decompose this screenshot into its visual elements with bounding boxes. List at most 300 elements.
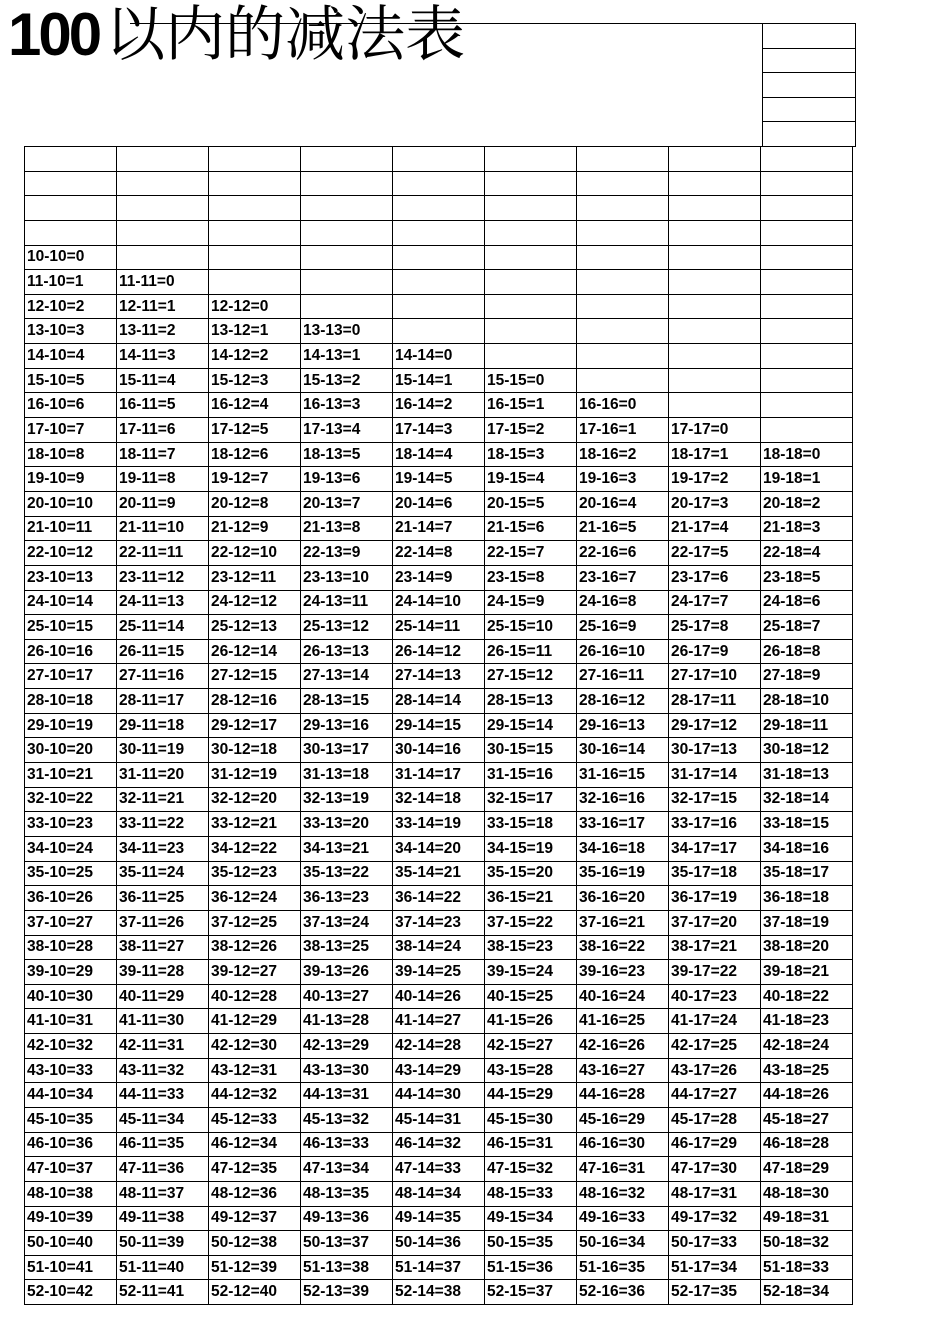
equation-cell: 15-13=2: [301, 368, 393, 393]
table-row: [25, 1255, 853, 1280]
table-row: [25, 1206, 853, 1231]
table-row: [25, 467, 853, 492]
table-row: [25, 418, 853, 443]
equation-cell: 48-18=30: [761, 1181, 853, 1206]
equation-cell: 47-16=31: [577, 1157, 669, 1182]
equation-cell: 47-13=34: [301, 1157, 393, 1182]
equation-cell: 36-12=24: [209, 886, 301, 911]
equation-cell: 50-11=39: [117, 1231, 209, 1256]
table-cell-empty: [209, 171, 301, 196]
table-cell-empty: [669, 171, 761, 196]
table-row: [25, 639, 853, 664]
equation-cell: 30-14=16: [393, 738, 485, 763]
equation-cell: 45-15=30: [485, 1107, 577, 1132]
equation-cell: 30-12=18: [209, 738, 301, 763]
table-cell-empty: [393, 147, 485, 172]
table-row: [25, 738, 853, 763]
equation-cell: 44-18=26: [761, 1083, 853, 1108]
equation-cell: 18-10=8: [25, 442, 117, 467]
table-cell-empty: [117, 147, 209, 172]
equation-cell: 13-11=2: [117, 319, 209, 344]
table-row: [25, 1058, 853, 1083]
side-box-row: [763, 49, 855, 74]
equation-cell: 52-10=42: [25, 1280, 117, 1305]
equation-cell: 26-18=8: [761, 639, 853, 664]
equation-cell: 17-15=2: [485, 418, 577, 443]
equation-cell: 45-14=31: [393, 1107, 485, 1132]
equation-cell: 50-18=32: [761, 1231, 853, 1256]
equation-cell: 49-16=33: [577, 1206, 669, 1231]
equation-cell: 26-15=11: [485, 639, 577, 664]
equation-cell: 40-17=23: [669, 984, 761, 1009]
equation-cell: 19-11=8: [117, 467, 209, 492]
table-cell-empty: [577, 245, 669, 270]
equation-cell: 46-11=35: [117, 1132, 209, 1157]
equation-cell: 33-12=21: [209, 812, 301, 837]
table-row: [25, 763, 853, 788]
equation-cell: 22-12=10: [209, 541, 301, 566]
equation-cell: 47-17=30: [669, 1157, 761, 1182]
equation-cell: 31-11=20: [117, 763, 209, 788]
table-cell-empty: [577, 294, 669, 319]
equation-cell: 29-12=17: [209, 713, 301, 738]
equation-cell: 41-13=28: [301, 1009, 393, 1034]
equation-cell: 36-10=26: [25, 886, 117, 911]
equation-cell: 50-10=40: [25, 1231, 117, 1256]
equation-cell: 22-16=6: [577, 541, 669, 566]
equation-cell: 36-11=25: [117, 886, 209, 911]
table-row: [25, 1280, 853, 1305]
equation-cell: 35-14=21: [393, 861, 485, 886]
page-title: [8, 2, 465, 68]
equation-cell: 21-12=9: [209, 516, 301, 541]
equation-cell: 30-15=15: [485, 738, 577, 763]
equation-cell: 49-14=35: [393, 1206, 485, 1231]
side-box: [762, 23, 856, 147]
equation-cell: 39-17=22: [669, 960, 761, 985]
equation-cell: 38-14=24: [393, 935, 485, 960]
equation-cell: 26-17=9: [669, 639, 761, 664]
equation-cell: 21-17=4: [669, 516, 761, 541]
table-row: [25, 935, 853, 960]
equation-cell: 29-10=19: [25, 713, 117, 738]
equation-cell: 21-11=10: [117, 516, 209, 541]
equation-cell: 46-10=36: [25, 1132, 117, 1157]
equation-cell: 29-11=18: [117, 713, 209, 738]
equation-cell: 27-11=16: [117, 664, 209, 689]
table-cell-empty: [761, 220, 853, 245]
equation-cell: 24-12=12: [209, 590, 301, 615]
equation-cell: 50-12=38: [209, 1231, 301, 1256]
equation-cell: 39-13=26: [301, 960, 393, 985]
equation-cell: 49-13=36: [301, 1206, 393, 1231]
equation-cell: 17-14=3: [393, 418, 485, 443]
equation-cell: 48-12=36: [209, 1181, 301, 1206]
equation-cell: 25-16=9: [577, 615, 669, 640]
equation-cell: 51-15=36: [485, 1255, 577, 1280]
table-cell-empty: [761, 368, 853, 393]
table-cell-empty: [25, 220, 117, 245]
equation-cell: 20-18=2: [761, 491, 853, 516]
equation-cell: 16-13=3: [301, 393, 393, 418]
table-row: [25, 836, 853, 861]
table-row: [25, 861, 853, 886]
equation-cell: 34-15=19: [485, 836, 577, 861]
equation-cell: 40-14=26: [393, 984, 485, 1009]
equation-cell: 14-12=2: [209, 344, 301, 369]
equation-cell: 28-12=16: [209, 689, 301, 714]
equation-cell: 22-15=7: [485, 541, 577, 566]
equation-cell: 10-10=0: [25, 245, 117, 270]
table-row-blank: [25, 171, 853, 196]
subtraction-table: [24, 146, 853, 1305]
equation-cell: 33-18=15: [761, 812, 853, 837]
equation-cell: 33-11=22: [117, 812, 209, 837]
equation-cell: 49-12=37: [209, 1206, 301, 1231]
table-row: [25, 565, 853, 590]
equation-cell: 38-17=21: [669, 935, 761, 960]
equation-cell: 16-11=5: [117, 393, 209, 418]
table-cell-empty: [669, 294, 761, 319]
equation-cell: 37-13=24: [301, 910, 393, 935]
table-cell-empty: [577, 319, 669, 344]
table-cell-empty: [577, 171, 669, 196]
table-cell-empty: [669, 245, 761, 270]
table-cell-empty: [577, 220, 669, 245]
table-cell-empty: [209, 245, 301, 270]
equation-cell: 16-10=6: [25, 393, 117, 418]
equation-cell: 16-12=4: [209, 393, 301, 418]
side-box-row: [763, 98, 855, 123]
table-row: [25, 319, 853, 344]
equation-cell: 39-18=21: [761, 960, 853, 985]
equation-cell: 42-10=32: [25, 1034, 117, 1059]
equation-cell: 28-13=15: [301, 689, 393, 714]
table-row-blank: [25, 147, 853, 172]
equation-cell: 38-11=27: [117, 935, 209, 960]
equation-cell: 19-16=3: [577, 467, 669, 492]
equation-cell: 18-18=0: [761, 442, 853, 467]
equation-cell: 34-13=21: [301, 836, 393, 861]
equation-cell: 27-14=13: [393, 664, 485, 689]
table-cell-empty: [209, 270, 301, 295]
equation-cell: 46-12=34: [209, 1132, 301, 1157]
equation-cell: 40-10=30: [25, 984, 117, 1009]
table-row: [25, 541, 853, 566]
table-cell-empty: [577, 270, 669, 295]
equation-cell: 31-18=13: [761, 763, 853, 788]
table-row: [25, 615, 853, 640]
table-row: [25, 689, 853, 714]
equation-cell: 34-11=23: [117, 836, 209, 861]
table-row: [25, 1107, 853, 1132]
table-cell-empty: [301, 147, 393, 172]
table-row-blank: [25, 196, 853, 221]
equation-cell: 41-12=29: [209, 1009, 301, 1034]
equation-cell: 25-10=15: [25, 615, 117, 640]
table-row: [25, 491, 853, 516]
table-row: [25, 393, 853, 418]
table-row: [25, 1231, 853, 1256]
equation-cell: 48-11=37: [117, 1181, 209, 1206]
equation-cell: 33-16=17: [577, 812, 669, 837]
equation-cell: 33-15=18: [485, 812, 577, 837]
equation-cell: 32-12=20: [209, 787, 301, 812]
equation-cell: 52-11=41: [117, 1280, 209, 1305]
equation-cell: 30-17=13: [669, 738, 761, 763]
equation-cell: 16-16=0: [577, 393, 669, 418]
equation-cell: 28-16=12: [577, 689, 669, 714]
equation-cell: 24-17=7: [669, 590, 761, 615]
equation-cell: 44-13=31: [301, 1083, 393, 1108]
equation-cell: 17-17=0: [669, 418, 761, 443]
equation-cell: 44-15=29: [485, 1083, 577, 1108]
equation-cell: 20-17=3: [669, 491, 761, 516]
equation-cell: 46-15=31: [485, 1132, 577, 1157]
table-row: [25, 1157, 853, 1182]
table-cell-empty: [577, 368, 669, 393]
equation-cell: 46-14=32: [393, 1132, 485, 1157]
equation-cell: 50-13=37: [301, 1231, 393, 1256]
equation-cell: 29-17=12: [669, 713, 761, 738]
equation-cell: 29-16=13: [577, 713, 669, 738]
table-cell-empty: [669, 344, 761, 369]
equation-cell: 21-16=5: [577, 516, 669, 541]
equation-cell: 24-13=11: [301, 590, 393, 615]
table-cell-empty: [485, 196, 577, 221]
equation-cell: 31-15=16: [485, 763, 577, 788]
equation-cell: 27-17=10: [669, 664, 761, 689]
equation-cell: 49-11=38: [117, 1206, 209, 1231]
equation-cell: 48-16=32: [577, 1181, 669, 1206]
table-cell-empty: [485, 220, 577, 245]
table-row: [25, 516, 853, 541]
table-row: [25, 442, 853, 467]
table-row: [25, 984, 853, 1009]
equation-cell: 21-13=8: [301, 516, 393, 541]
equation-cell: 38-13=25: [301, 935, 393, 960]
table-cell-empty: [669, 368, 761, 393]
equation-cell: 17-13=4: [301, 418, 393, 443]
equation-cell: 31-13=18: [301, 763, 393, 788]
equation-cell: 22-11=11: [117, 541, 209, 566]
table-cell-empty: [761, 294, 853, 319]
equation-cell: 24-15=9: [485, 590, 577, 615]
equation-cell: 34-10=24: [25, 836, 117, 861]
table-cell-empty: [761, 319, 853, 344]
equation-cell: 39-12=27: [209, 960, 301, 985]
equation-cell: 31-17=14: [669, 763, 761, 788]
equation-cell: 42-11=31: [117, 1034, 209, 1059]
table-row: [25, 886, 853, 911]
equation-cell: 45-18=27: [761, 1107, 853, 1132]
table-cell-empty: [393, 319, 485, 344]
equation-cell: 25-17=8: [669, 615, 761, 640]
equation-cell: 51-12=39: [209, 1255, 301, 1280]
equation-cell: 23-15=8: [485, 565, 577, 590]
equation-cell: 12-12=0: [209, 294, 301, 319]
equation-cell: 47-10=37: [25, 1157, 117, 1182]
equation-cell: 14-11=3: [117, 344, 209, 369]
equation-cell: 49-10=39: [25, 1206, 117, 1231]
equation-cell: 30-16=14: [577, 738, 669, 763]
equation-cell: 34-14=20: [393, 836, 485, 861]
equation-cell: 17-12=5: [209, 418, 301, 443]
equation-cell: 51-14=37: [393, 1255, 485, 1280]
equation-cell: 18-15=3: [485, 442, 577, 467]
table-cell-empty: [485, 319, 577, 344]
equation-cell: 36-16=20: [577, 886, 669, 911]
equation-cell: 42-12=30: [209, 1034, 301, 1059]
equation-cell: 47-15=32: [485, 1157, 577, 1182]
equation-cell: 45-16=29: [577, 1107, 669, 1132]
table-cell-empty: [761, 171, 853, 196]
table-cell-empty: [669, 147, 761, 172]
equation-cell: 37-14=23: [393, 910, 485, 935]
equation-cell: 37-15=22: [485, 910, 577, 935]
equation-cell: 33-17=16: [669, 812, 761, 837]
equation-cell: 18-16=2: [577, 442, 669, 467]
table-row: [25, 960, 853, 985]
equation-cell: 23-16=7: [577, 565, 669, 590]
equation-cell: 24-16=8: [577, 590, 669, 615]
table-row: [25, 1083, 853, 1108]
equation-cell: 25-14=11: [393, 615, 485, 640]
equation-cell: 42-14=28: [393, 1034, 485, 1059]
equation-cell: 15-11=4: [117, 368, 209, 393]
equation-cell: 30-13=17: [301, 738, 393, 763]
equation-cell: 20-15=5: [485, 491, 577, 516]
table-cell-empty: [485, 270, 577, 295]
table-row: [25, 664, 853, 689]
equation-cell: 20-11=9: [117, 491, 209, 516]
equation-cell: 23-18=5: [761, 565, 853, 590]
equation-cell: 40-13=27: [301, 984, 393, 1009]
table-row: [25, 245, 853, 270]
table-row: [25, 1034, 853, 1059]
table-row: [25, 812, 853, 837]
equation-cell: 32-17=15: [669, 787, 761, 812]
equation-cell: 50-17=33: [669, 1231, 761, 1256]
equation-cell: 30-11=19: [117, 738, 209, 763]
equation-cell: 35-10=25: [25, 861, 117, 886]
table-cell-empty: [761, 270, 853, 295]
equation-cell: 46-16=30: [577, 1132, 669, 1157]
equation-cell: 50-14=36: [393, 1231, 485, 1256]
table-row: [25, 368, 853, 393]
subtraction-table-body: [25, 147, 853, 1305]
equation-cell: 52-18=34: [761, 1280, 853, 1305]
equation-cell: 39-11=28: [117, 960, 209, 985]
equation-cell: 11-10=1: [25, 270, 117, 295]
equation-cell: 38-15=23: [485, 935, 577, 960]
table-cell-empty: [669, 319, 761, 344]
table-cell-empty: [485, 344, 577, 369]
equation-cell: 36-18=18: [761, 886, 853, 911]
equation-cell: 21-18=3: [761, 516, 853, 541]
table-cell-empty: [393, 245, 485, 270]
table-row: [25, 787, 853, 812]
equation-cell: 23-14=9: [393, 565, 485, 590]
equation-cell: 44-10=34: [25, 1083, 117, 1108]
table-row: [25, 1009, 853, 1034]
equation-cell: 43-13=30: [301, 1058, 393, 1083]
equation-cell: 22-10=12: [25, 541, 117, 566]
equation-cell: 29-15=14: [485, 713, 577, 738]
equation-cell: 20-14=6: [393, 491, 485, 516]
table-cell-empty: [577, 344, 669, 369]
table-cell-empty: [393, 171, 485, 196]
equation-cell: 33-10=23: [25, 812, 117, 837]
equation-cell: 35-11=24: [117, 861, 209, 886]
table-cell-empty: [393, 196, 485, 221]
equation-cell: 48-10=38: [25, 1181, 117, 1206]
equation-cell: 37-12=25: [209, 910, 301, 935]
equation-cell: 32-18=14: [761, 787, 853, 812]
equation-cell: 30-18=12: [761, 738, 853, 763]
table-cell-empty: [761, 418, 853, 443]
table-cell-empty: [117, 196, 209, 221]
equation-cell: 51-10=41: [25, 1255, 117, 1280]
table-cell-empty: [209, 147, 301, 172]
equation-cell: 34-18=16: [761, 836, 853, 861]
table-cell-empty: [301, 171, 393, 196]
equation-cell: 44-12=32: [209, 1083, 301, 1108]
equation-cell: 37-10=27: [25, 910, 117, 935]
table-cell-empty: [25, 147, 117, 172]
equation-cell: 35-12=23: [209, 861, 301, 886]
table-cell-empty: [209, 220, 301, 245]
table-cell-empty: [117, 245, 209, 270]
equation-cell: 47-14=33: [393, 1157, 485, 1182]
equation-cell: 52-16=36: [577, 1280, 669, 1305]
equation-cell: 35-17=18: [669, 861, 761, 886]
equation-cell: 49-17=32: [669, 1206, 761, 1231]
equation-cell: 25-12=13: [209, 615, 301, 640]
table-cell-empty: [301, 196, 393, 221]
equation-cell: 35-16=19: [577, 861, 669, 886]
table-cell-empty: [669, 270, 761, 295]
equation-cell: 16-14=2: [393, 393, 485, 418]
equation-cell: 21-10=11: [25, 516, 117, 541]
table-row: [25, 1181, 853, 1206]
equation-cell: 35-18=17: [761, 861, 853, 886]
equation-cell: 42-18=24: [761, 1034, 853, 1059]
table-row: [25, 270, 853, 295]
equation-cell: 42-13=29: [301, 1034, 393, 1059]
equation-cell: 28-10=18: [25, 689, 117, 714]
equation-cell: 22-18=4: [761, 541, 853, 566]
equation-cell: 51-13=38: [301, 1255, 393, 1280]
equation-cell: 32-11=21: [117, 787, 209, 812]
equation-cell: 15-12=3: [209, 368, 301, 393]
table-cell-empty: [301, 294, 393, 319]
equation-cell: 50-16=34: [577, 1231, 669, 1256]
equation-cell: 35-13=22: [301, 861, 393, 886]
table-row-blank: [25, 220, 853, 245]
equation-cell: 41-17=24: [669, 1009, 761, 1034]
equation-cell: 25-11=14: [117, 615, 209, 640]
equation-cell: 27-18=9: [761, 664, 853, 689]
side-box-row: [763, 73, 855, 98]
table-row: [25, 1132, 853, 1157]
equation-cell: 43-18=25: [761, 1058, 853, 1083]
equation-cell: 37-11=26: [117, 910, 209, 935]
equation-cell: 19-14=5: [393, 467, 485, 492]
equation-cell: 19-15=4: [485, 467, 577, 492]
equation-cell: 27-15=12: [485, 664, 577, 689]
side-box-row: [763, 24, 855, 49]
